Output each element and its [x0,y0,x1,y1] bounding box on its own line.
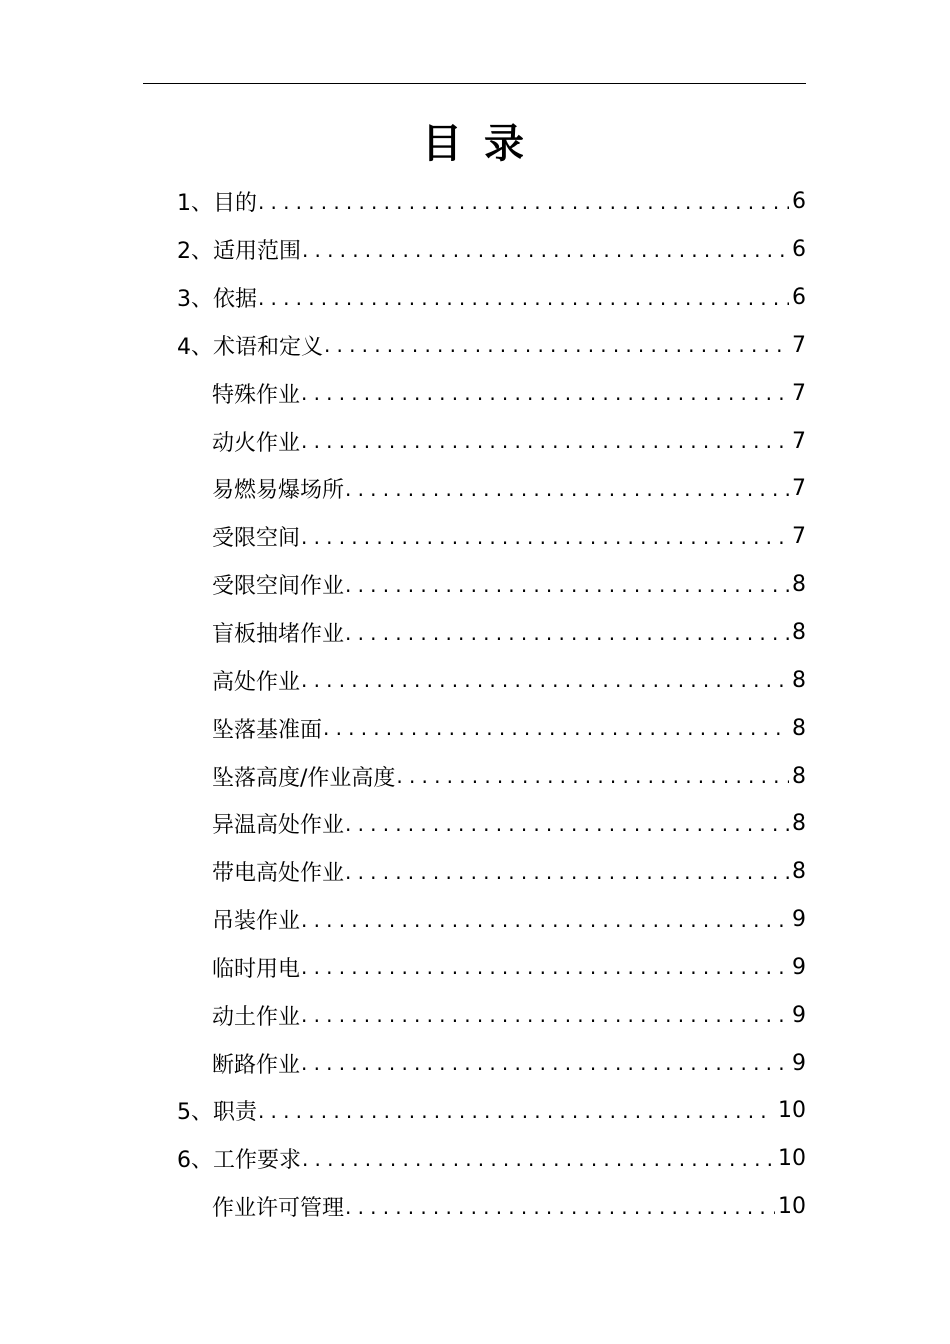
toc-entry-label: 高处作业 [212,669,301,695]
dot-leader [345,621,789,645]
dot-leader [302,238,789,262]
toc-entry-page: 9 [792,1002,806,1028]
toc-entry-page: 8 [792,667,806,693]
toc-entry[interactable] [0,704,950,752]
toc-entry[interactable] [0,561,950,609]
toc-entry-label: 吊装作业 [212,909,301,935]
toc-entry[interactable] [0,1183,950,1231]
page-title: 目 录 [422,121,528,167]
toc-entry-page: 8 [792,811,806,837]
dot-leader [301,429,789,453]
toc-entry-page: 8 [792,715,806,741]
dot-leader [301,955,789,979]
toc-entry-page: 10 [778,1098,806,1124]
toc-entry-page: 8 [792,572,806,598]
toc-entry-label: 断路作业 [212,1052,301,1078]
toc-entry[interactable] [0,274,950,322]
toc-entry[interactable] [0,609,950,657]
toc-entry-label: 带电高处作业 [212,861,345,887]
toc-entry[interactable] [0,944,950,992]
toc-entry[interactable] [0,991,950,1039]
toc-entry-label: 坠落高度/作业高度 [212,765,396,791]
toc-entry-label: 作业许可管理 [212,1196,345,1222]
toc-entry-label: 5、职责 [177,1100,257,1126]
toc-entry-page: 6 [792,189,806,215]
dot-leader [345,1195,775,1219]
toc-entry-label: 受限空间作业 [212,574,345,600]
toc-entry-page: 10 [778,1194,806,1220]
toc-entry-label: 4、术语和定义 [177,334,323,360]
dot-leader [301,1003,789,1027]
toc-entry[interactable] [0,752,950,800]
toc-entry[interactable] [0,513,950,561]
toc-entry-page: 8 [792,620,806,646]
dot-leader [258,1099,775,1123]
toc-entry[interactable] [0,178,950,226]
toc-entry[interactable] [0,369,950,417]
toc-entry-label: 异温高处作业 [212,813,345,839]
dot-leader [301,908,789,932]
toc-entry[interactable] [0,465,950,513]
toc-entry-label: 特殊作业 [212,382,301,408]
toc-entry[interactable] [0,848,950,896]
toc-entry-page: 7 [792,476,806,502]
dot-leader [301,1051,789,1075]
toc-entry-page: 7 [792,380,806,406]
toc-entry-label: 动火作业 [212,430,301,456]
dot-leader [301,668,789,692]
toc-entry-page: 7 [792,524,806,550]
toc-entry[interactable] [0,417,950,465]
toc-entry[interactable] [0,226,950,274]
dot-leader [301,525,789,549]
toc-entry[interactable] [0,322,950,370]
toc-entry-page: 9 [792,907,806,933]
dot-leader [323,716,789,740]
toc-entry-label: 6、工作要求 [177,1148,301,1174]
toc-entry-page: 9 [792,954,806,980]
dot-leader [258,286,789,310]
header-rule [143,83,806,84]
dot-leader [345,573,789,597]
toc-entry-label: 盲板抽堵作业 [212,622,345,648]
toc-entry-page: 6 [792,237,806,263]
toc-entry-page: 8 [792,859,806,885]
dot-leader [301,381,789,405]
toc-entry[interactable] [0,1135,950,1183]
toc-entry[interactable] [0,800,950,848]
dot-leader [345,477,789,501]
toc-entry-label: 1、目的 [177,191,257,217]
toc-entry-label: 坠落基准面 [212,717,323,743]
toc-entry-page: 10 [778,1146,806,1172]
toc-entry-page: 6 [792,285,806,311]
toc-entry-label: 2、适用范围 [177,239,301,265]
dot-leader [345,860,789,884]
toc-entry-page: 7 [792,332,806,358]
toc-entry[interactable] [0,896,950,944]
toc-entry-label: 临时用电 [212,956,301,982]
toc-entry-page: 7 [792,428,806,454]
toc-entry-page: 8 [792,763,806,789]
dot-leader [302,1147,775,1171]
toc-entry[interactable] [0,656,950,704]
toc-entry-label: 3、依据 [177,287,257,313]
toc-entry[interactable] [0,1087,950,1135]
toc-entry-page: 9 [792,1050,806,1076]
dot-leader [345,812,789,836]
toc-entry-label: 动土作业 [212,1004,301,1030]
dot-leader [324,333,789,357]
toc-list [0,178,950,1231]
dot-leader [396,764,789,788]
toc-entry-label: 受限空间 [212,526,301,552]
toc-entry[interactable] [0,1039,950,1087]
toc-entry-label: 易燃易爆场所 [212,478,345,504]
dot-leader [258,190,789,214]
